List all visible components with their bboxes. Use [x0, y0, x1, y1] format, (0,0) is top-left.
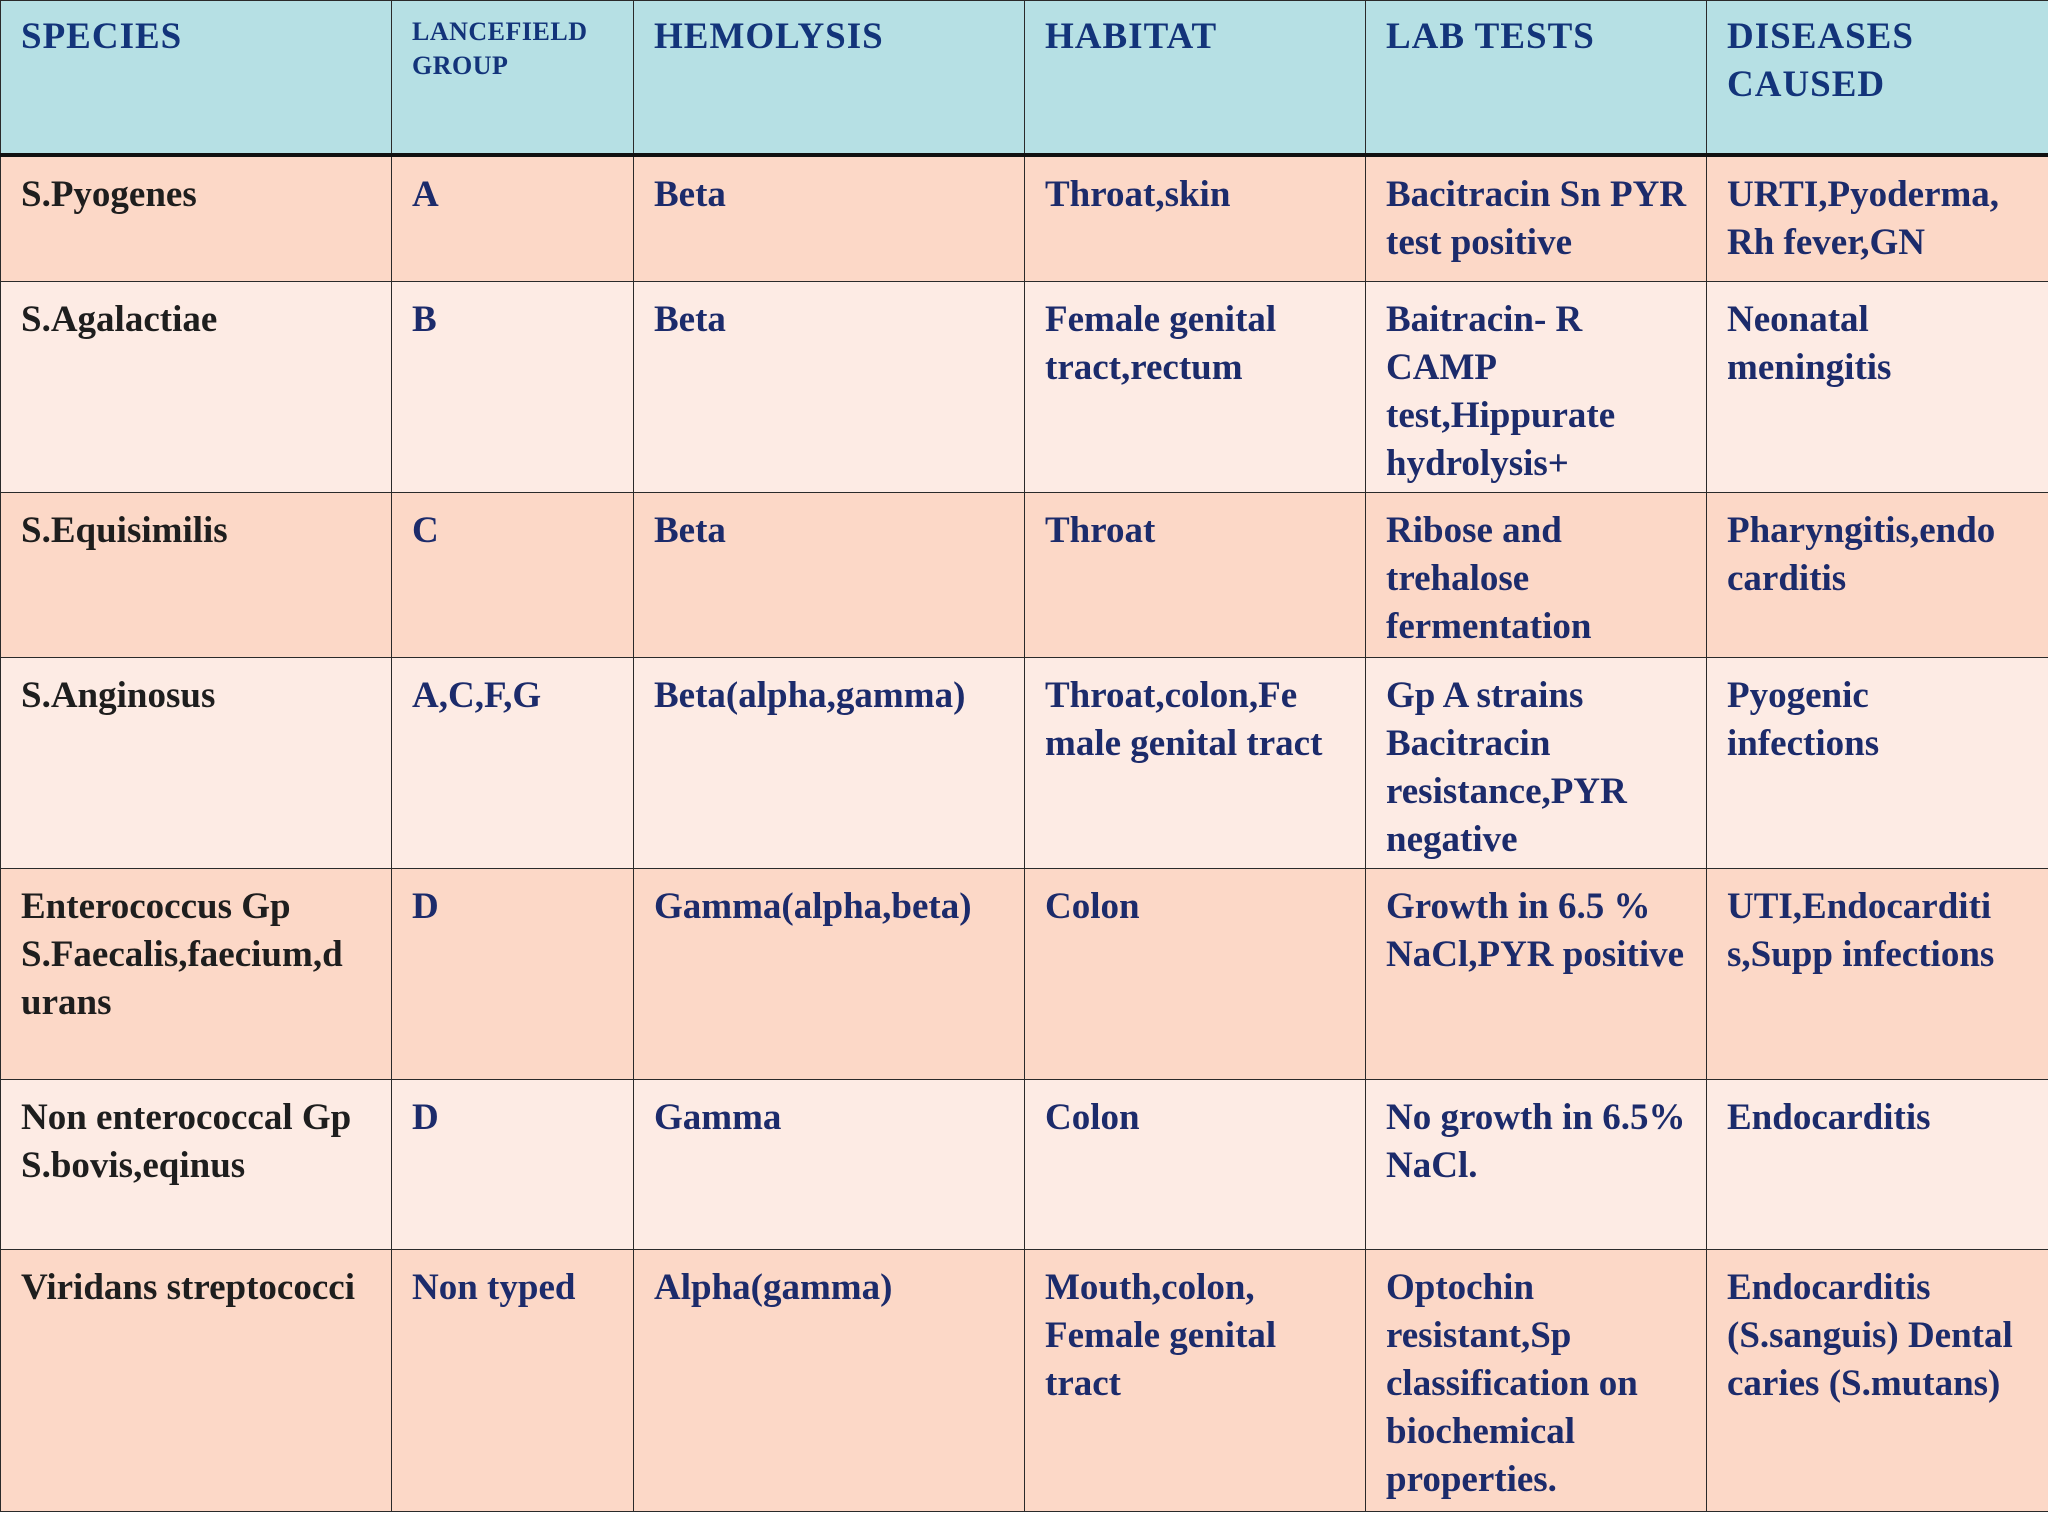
- cell-diseases: UTI,Endocarditi s,Supp infections: [1707, 869, 2048, 1080]
- cell-group: B: [392, 282, 634, 493]
- cell-diseases: Neonatal meningitis: [1707, 282, 2048, 493]
- table-row: [1, 658, 2048, 869]
- cell-diseases: Endocarditis: [1707, 1080, 2048, 1250]
- header-lab-tests: LAB TESTS: [1366, 1, 1707, 155]
- cell-group: A: [392, 155, 634, 282]
- header-hemolysis: HEMOLYSIS: [634, 1, 1025, 155]
- cell-lab-tests: Ribose and trehalose fermentation: [1366, 493, 1707, 658]
- cell-lab-tests: Optochin resistant,Sp classification on biochemical properties.: [1366, 1250, 1707, 1512]
- cell-species: S.Agalactiae: [1, 282, 392, 493]
- cell-hemolysis: Beta: [634, 493, 1025, 658]
- cell-lab-tests: Bacitracin Sn PYR test positive: [1366, 155, 1707, 282]
- cell-hemolysis: Beta(alpha,gamma): [634, 658, 1025, 869]
- cell-species: Enterococcus Gp S.Faecalis,faecium,d urans: [1, 869, 392, 1080]
- table-body: [1, 155, 2048, 1512]
- cell-lab-tests: Growth in 6.5 % NaCl,PYR positive: [1366, 869, 1707, 1080]
- table-row: [1, 493, 2048, 658]
- header-habitat: HABITAT: [1025, 1, 1366, 155]
- cell-species: Viridans streptococci: [1, 1250, 392, 1512]
- cell-diseases: URTI,Pyoderma, Rh fever,GN: [1707, 155, 2048, 282]
- cell-habitat: Colon: [1025, 1080, 1366, 1250]
- table-row: [1, 155, 2048, 282]
- cell-group: Non typed: [392, 1250, 634, 1512]
- cell-hemolysis: Beta: [634, 155, 1025, 282]
- cell-hemolysis: Alpha(gamma): [634, 1250, 1025, 1512]
- cell-group: C: [392, 493, 634, 658]
- cell-species: Non enterococcal Gp S.bovis,eqinus: [1, 1080, 392, 1250]
- cell-diseases: Endocarditis (S.sanguis) Dental caries (S.mutans): [1707, 1250, 2048, 1512]
- header-diseases-caused: DISEASES CAUSED: [1707, 1, 2048, 155]
- cell-habitat: Mouth,colon, Female genital tract: [1025, 1250, 1366, 1512]
- cell-habitat: Throat,colon,Fe male genital tract: [1025, 658, 1366, 869]
- table-row: [1, 1080, 2048, 1250]
- cell-species: S.Anginosus: [1, 658, 392, 869]
- cell-habitat: Female genital tract,rectum: [1025, 282, 1366, 493]
- cell-hemolysis: Beta: [634, 282, 1025, 493]
- header-lancefield-group: LANCEFIELD GROUP: [392, 1, 634, 155]
- cell-lab-tests: Baitracin- R CAMP test,Hippurate hydrolysis+: [1366, 282, 1707, 493]
- table-row: [1, 282, 2048, 493]
- cell-habitat: Throat,skin: [1025, 155, 1366, 282]
- cell-lab-tests: No growth in 6.5% NaCl.: [1366, 1080, 1707, 1250]
- table-header: [1, 1, 2048, 155]
- cell-group: A,C,F,G: [392, 658, 634, 869]
- header-row: [1, 1, 2048, 155]
- cell-species: S.Equisimilis: [1, 493, 392, 658]
- cell-habitat: Throat: [1025, 493, 1366, 658]
- table-row: [1, 1250, 2048, 1512]
- cell-group: D: [392, 1080, 634, 1250]
- cell-habitat: Colon: [1025, 869, 1366, 1080]
- cell-group: D: [392, 869, 634, 1080]
- header-species: SPECIES: [1, 1, 392, 155]
- cell-diseases: Pharyngitis,endo carditis: [1707, 493, 2048, 658]
- cell-species: S.Pyogenes: [1, 155, 392, 282]
- cell-hemolysis: Gamma(alpha,beta): [634, 869, 1025, 1080]
- table-row: [1, 869, 2048, 1080]
- cell-lab-tests: Gp A strains Bacitracin resistance,PYR negative: [1366, 658, 1707, 869]
- cell-hemolysis: Gamma: [634, 1080, 1025, 1250]
- cell-diseases: Pyogenic infections: [1707, 658, 2048, 869]
